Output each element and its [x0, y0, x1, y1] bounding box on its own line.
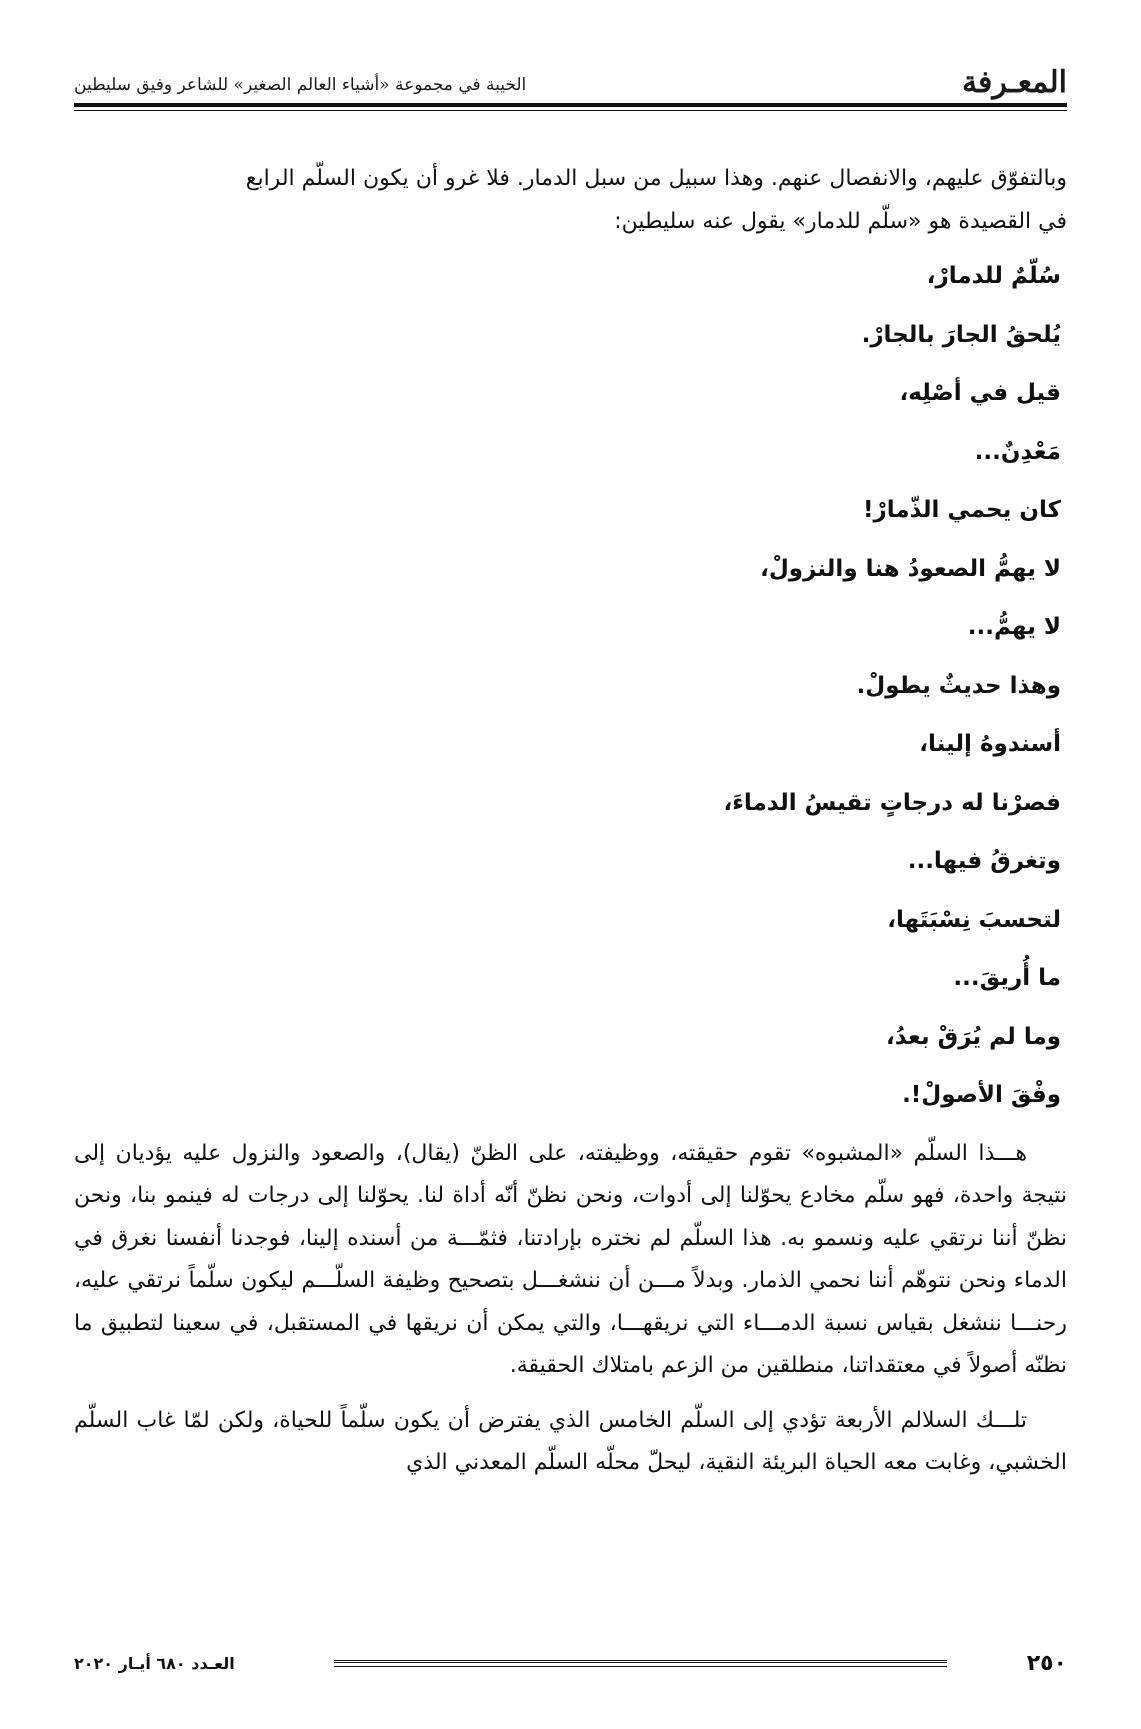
- verse-line: كان يحمي الذّمارْ!: [863, 497, 1061, 523]
- verse-line: لا يهمُّ...: [967, 614, 1061, 640]
- page-header: [74, 54, 1067, 98]
- verse-line: ما أُريقَ...: [953, 965, 1061, 991]
- intro-line: وبالتفوّق عليهم، والانفصال عنهم. وهذا سبيل من سبل الدمار. فلا غرو أن يكون السلّم الرابع: [245, 166, 1067, 191]
- issue-info: العـدد ٦٨٠ أيـار ٢٠٢٠: [74, 1653, 235, 1673]
- header-rule-thin: [74, 110, 1067, 111]
- verse-line: وهذا حديثٌ يطولْ.: [856, 672, 1061, 699]
- running-title: الخيبة في مجموعة «أشياء العالم الصغير» للشاعر وفيق سليطين: [74, 75, 527, 95]
- verse-line: قيل في أصْلِه،: [899, 380, 1061, 406]
- verse-line: سُلّمٌ للدمارْ،: [926, 263, 1061, 289]
- verse-line: يُلحقُ الجارَ بالجارْ.: [861, 321, 1061, 348]
- verse-line: وتغرقُ فيها...: [907, 848, 1061, 874]
- verse-line: لتحسبَ نِسْبَتَها،: [887, 906, 1061, 933]
- header-rule: [74, 103, 1067, 107]
- intro-line: في القصيدة هو «سلّم للدمار» يقول عنه سليطين:: [614, 208, 1067, 234]
- paragraph: هـــذا السلّم «المشبوه» تقوم حقيقته، ووظيفته، على الظنّ (يقال)، والصعود والنزول عليه يؤديان إلى نتيجة واحدة، فهو سلّم مخادع يحوّلنا إلى أدوات، ونحن نظنّ أنّه أداة لنا. يحوّلنا إلى درجات له فينمو بنا، ونحن نظنّ أننا نرتقي عليه ونسمو به. هذا السلّم لم نختره بإرادتنا، فثمّـــة من أسنده إلينا، فوجدنا أنفسنا نغرق في الدماء ونحن نتوهّم أننا نحمي الذمار. وبدلاً مـــن أن ننشغـــل بتصحيح وظيفة السلّـــم ليكون سلّماً نرتقي عليه، رحنـــا ننشغل بقياس نسبة الدمـــاء التي نريقهـــا، والتي يمكن أن نريقها في المستقبل، في سعينا لتطبيق ما نظنّه أصولاً في معتقداتنا، منطلقين من الزعم بامتلاك الحقيقة.: [74, 1140, 1067, 1378]
- verse-line: أسندوهُ إلينا،: [919, 731, 1061, 757]
- paragraph: تلـــك السلالم الأربعة تؤدي إلى السلّم الخامس الذي يفترض أن يكون سلّماً للحياة، ولكن لمّا غاب السلّم الخشبي، وغابت معه الحياة البريئة النقية، ليحلّ محلّه السلّم المعدني الذي: [74, 1407, 1067, 1475]
- page-footer: [74, 1648, 1067, 1678]
- verse-line: لا يهمُّ الصعودُ هنا والنزولْ،: [760, 555, 1061, 582]
- article-body: [74, 158, 1067, 1485]
- verse-line: فصرْنا له درجاتٍ تقيسُ الدماءَ،: [723, 789, 1061, 816]
- footer-rule: [334, 1660, 947, 1667]
- poem-excerpt: [74, 247, 1067, 1125]
- verse-line: وفْقَ الأصولْ!.: [902, 1082, 1061, 1108]
- magazine-logo: المعـرفة: [961, 65, 1067, 100]
- verse-line: مَعْدِنٌ...: [974, 438, 1061, 465]
- page-number: ٢٥٠: [1026, 1650, 1067, 1676]
- verse-line: وما لم يُرَقْ بعدُ،: [885, 1023, 1061, 1050]
